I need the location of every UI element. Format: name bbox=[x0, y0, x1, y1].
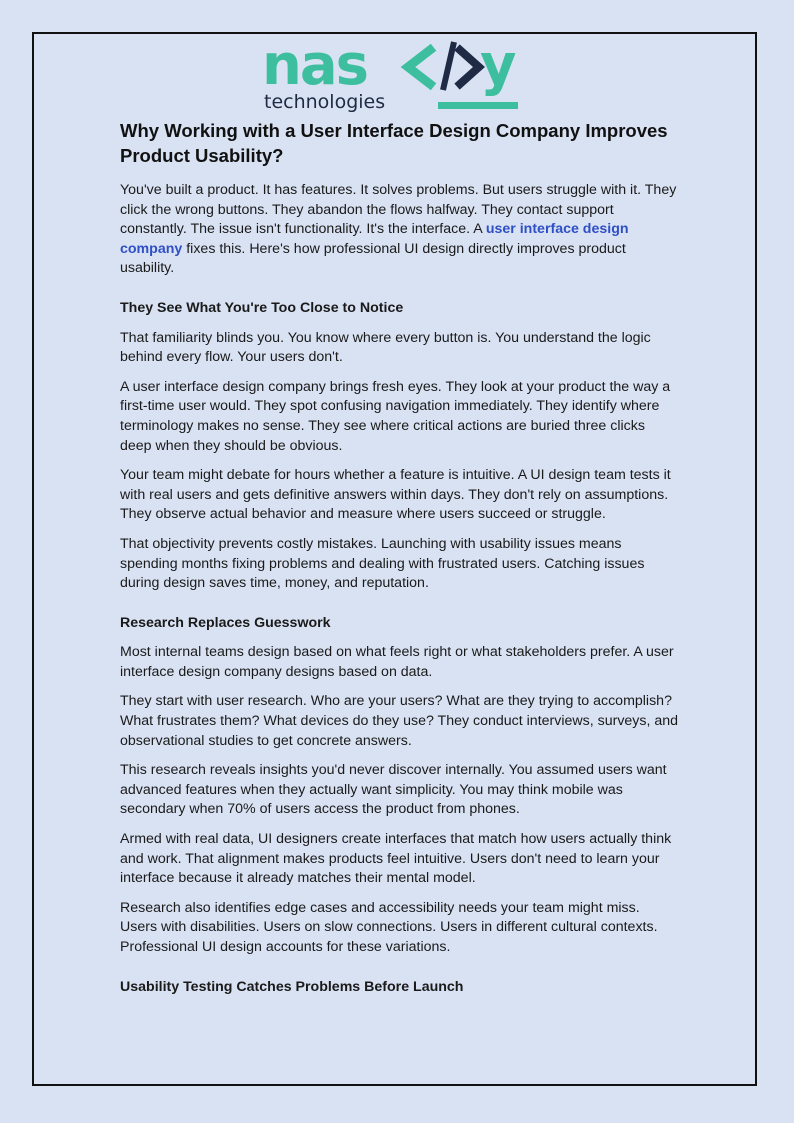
intro-text-before: You've built a product. It has features. It solves problems. But users struggle with it. They click the wrong buttons. They abandon the flows halfway. They contact support constantly. The issue isn't functionality. It's the interface. A bbox=[120, 182, 677, 238]
paragraph: Armed with real data, UI designers create interfaces that match how users actually think and work. That alignment makes products feel intuitive. Users don't need to learn your interface because it already matches their mental model. bbox=[120, 831, 672, 887]
ui-design-company-link[interactable]: user interface design company bbox=[120, 221, 629, 257]
article bbox=[120, 118, 680, 1007]
paragraph: That objectivity prevents costly mistakes. Launching with usability issues means spending months fixing problems and dealing with frustrated users. Catching issues during design saves time, money, and reputation. bbox=[120, 535, 645, 592]
logo-left-chevron-icon bbox=[408, 50, 430, 84]
intro-text-after: fixes this. Here's how professional UI design directly improves product usability. bbox=[120, 240, 626, 277]
logo-tagline: technologies bbox=[264, 91, 386, 113]
logo-underline-bar bbox=[438, 102, 518, 109]
intro-paragraph bbox=[120, 181, 680, 279]
logo-right-chevron-icon bbox=[460, 50, 479, 84]
company-logo bbox=[262, 38, 524, 114]
logo-brand-right: y bbox=[480, 38, 517, 98]
logo-slash-icon bbox=[443, 42, 454, 90]
paragraph: They start with user research. Who are your users? What are they trying to accomplish? What frustrates them? What devices do they use? They conduct interviews, surveys, and observational studies to get concrete answers. bbox=[120, 693, 679, 749]
section-heading: Research Replaces Guesswork bbox=[120, 614, 331, 631]
section-heading: Usability Testing Catches Problems Before Launch bbox=[120, 978, 464, 995]
section-heading: They See What You're Too Close to Notice bbox=[120, 299, 404, 316]
paragraph: That familiarity blinds you. You know where every button is. You understand the logic behind every flow. Your users don't. bbox=[120, 329, 651, 366]
paragraph: This research reveals insights you'd never discover internally. You assumed users want advanced features when they actually want simplicity. You may think mobile was secondary when 70% of users access the product from phones. bbox=[120, 762, 667, 818]
paragraph: Research also identifies edge cases and accessibility needs your team might miss. Users with disabilities. Users on slow connections. Users in different cultural contexts. Professional UI design accounts for these variations. bbox=[120, 899, 658, 955]
paragraph: Most internal teams design based on what feels right or what stakeholders prefer. A user interface design company designs based on data. bbox=[120, 644, 674, 680]
paragraph: A user interface design company brings fresh eyes. They look at your product the way a first-time user would. They spot confusing navigation immediately. They identify where terminology makes no sense. They see where critical actions are buried three clicks deep when they should be obvious. bbox=[120, 378, 671, 454]
paragraph: Your team might debate for hours whether a feature is intuitive. A UI design team tests it with real users and gets definitive answers within days. They don't rely on assumptions. They observe actual behavior and measure where users succeed or struggle. bbox=[120, 467, 671, 523]
logo-brand-left: nas bbox=[262, 38, 367, 98]
article-title: Why Working with a User Interface Design Company Improves Product Usability? bbox=[120, 120, 668, 166]
